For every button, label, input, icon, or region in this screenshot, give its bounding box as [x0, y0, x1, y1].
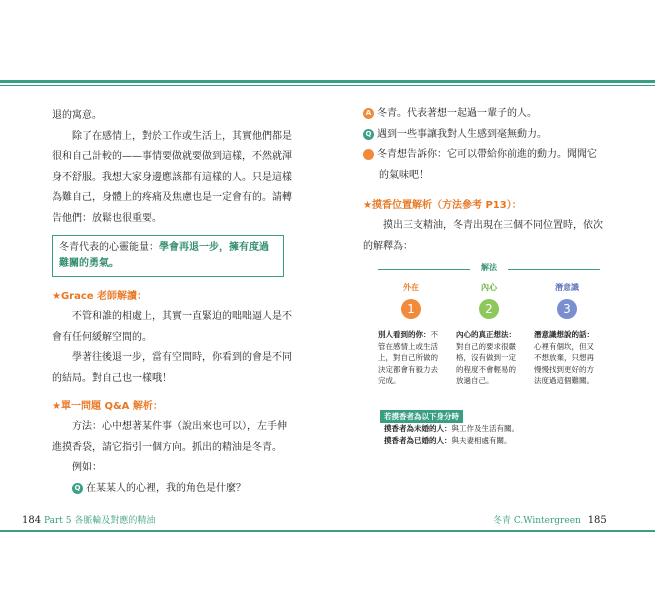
column-text-bold: 潛意識想說的話：: [534, 330, 594, 339]
number-circle: 3: [557, 299, 577, 319]
example-question: [52, 479, 292, 500]
a-badge-icon: A: [363, 149, 374, 160]
column-text: [534, 329, 600, 387]
condition-bold: 摸香者為已婚的人：: [384, 436, 452, 445]
left-page: [52, 100, 292, 499]
diagram-line-left: [378, 269, 470, 270]
bottom-rule: [0, 530, 655, 532]
column-text-body: 不管在感情上或生活上，對自己所做的決定都會有毅力去完成。: [378, 330, 438, 385]
q-badge-icon: Q: [363, 129, 374, 140]
top-rule: [0, 80, 655, 83]
top-rule-thin: [0, 85, 655, 86]
question-text: 在某某人的心裡，我的角色是什麼？: [86, 482, 246, 494]
condition-label: 若摸香者為以下身分時: [380, 410, 463, 423]
column-text-body: 對自己的要求很嚴格，沒有做到一定的程度不會輕易的放過自己。: [456, 341, 516, 385]
condition-bold: 摸香者為未婚的人：: [384, 424, 452, 433]
diagram-column-outer: [378, 282, 444, 387]
column-head: 內心: [481, 283, 497, 292]
paragraph: 退的寓意。: [52, 110, 102, 121]
energy-highlight: 學會再退一步，擁有度過難關的勇氣。: [59, 242, 269, 269]
answer-line: [357, 145, 603, 186]
condition-text: 與工作及生活有關。: [451, 424, 519, 433]
paragraph: 方法：心中想著某件事（說出來也可以），左手伸進摸香袋，請它指引一個方向。抓出的精油是冬青。: [52, 421, 287, 453]
q-badge-icon: Q: [72, 483, 83, 494]
diagram-line-right: [508, 269, 600, 270]
column-head: 潛意識: [555, 283, 579, 292]
answer-text: 冬青。代表著想一起過一輩子的人。: [377, 108, 537, 119]
answer-text: 冬青想告訴你：它可以帶給你前進的動力。聞聞它的氣味吧！: [377, 149, 597, 181]
diagram-column-inner: [456, 282, 522, 387]
section-heading-qa: ★單一問題 Q&A 解析：: [52, 401, 163, 412]
a-badge-icon: A: [363, 108, 374, 119]
section-heading-position: ★摸香位置解析（方法參考 P13）：: [363, 200, 522, 211]
number-circle: 1: [401, 299, 421, 319]
question-line: [363, 125, 603, 146]
paragraph: 學著往後退一步，當有空間時，你看到的會是不同的結局。對自己也一樣哦！: [52, 352, 292, 384]
energy-box: [52, 235, 284, 277]
diagram-title: 解法: [481, 263, 497, 272]
condition-line: [384, 435, 600, 447]
page-number: 185: [587, 515, 607, 526]
paragraph: 摸出三支精油，冬青出現在三個不同位置時，依次的解釋為：: [363, 220, 603, 252]
diagram-column-subconscious: [534, 282, 600, 387]
number-circle: 2: [479, 299, 499, 319]
column-text-bold: 別人看到的你：: [378, 330, 431, 339]
column-text: [378, 329, 444, 387]
answer-line: [363, 104, 603, 125]
column-text-bold: 內心的真正想法：: [456, 330, 516, 339]
footer-title: 冬青 C.Wintergreen: [493, 516, 581, 526]
right-footer: [493, 513, 607, 526]
question-text: 遇到一些事讓我對人生感到毫無動力。: [377, 128, 547, 140]
paragraph: 例如：: [72, 462, 102, 473]
condition-text: 與夫妻相處有關。: [451, 436, 512, 445]
energy-label: 冬青代表的心靈能量：: [59, 242, 159, 253]
condition-block: [380, 404, 600, 447]
page-number: 184: [22, 515, 42, 526]
left-footer: [22, 513, 155, 526]
footer-title: Part 5 各脈輪及對應的精油: [43, 516, 156, 526]
column-head: 外在: [403, 283, 419, 292]
paragraph: 不管和誰的相處上，其實一直緊迫的咄咄逼人是不會有任何緩解空間的。: [52, 311, 292, 343]
right-page: [357, 104, 603, 257]
section-heading-grace: ★Grace 老師解讀：: [52, 291, 148, 302]
paragraph: 除了在感情上，對於工作或生活上，其實他們都是很和自己計較的——事情要做就要做到這樣，不然就渾身不舒服。我想大家身邊應該都有這樣的人。只是這樣為難自己，身體上的疼痛及焦慮也是一定會有的。請轉告他們：放鬆也很重要。: [52, 130, 292, 224]
column-text-body: 心裡有個坎，但又不想放棄，只想再慢慢找到更好的方法度過這個難關。: [534, 341, 594, 385]
column-text: [456, 329, 522, 387]
condition-line: [384, 423, 600, 435]
